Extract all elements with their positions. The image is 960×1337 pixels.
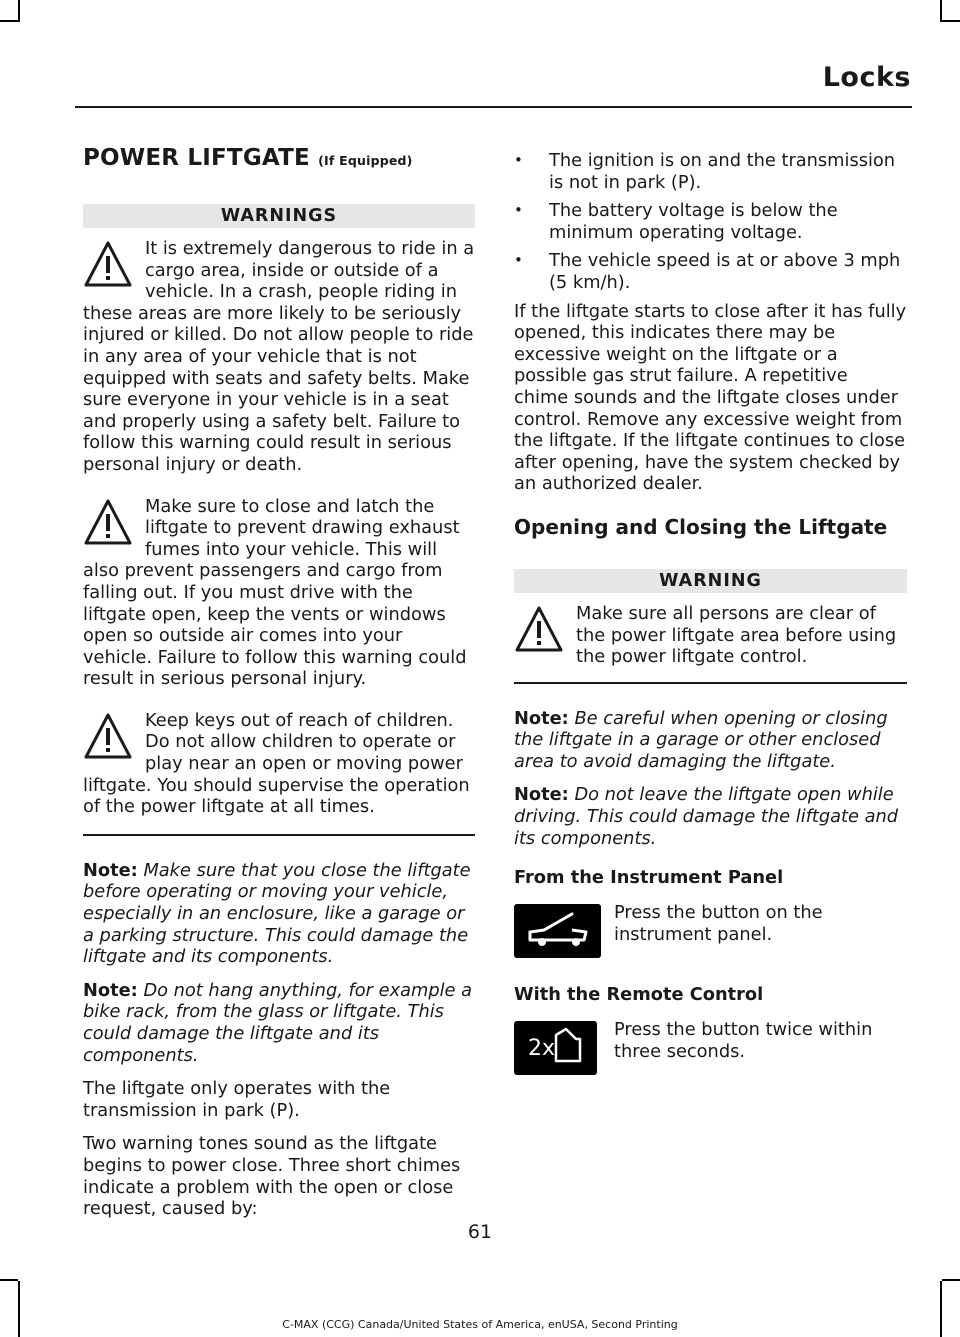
- page-number: 61: [467, 1221, 493, 1243]
- instrument-panel-row: [514, 902, 907, 960]
- note-text: Be careful when opening or closing the liftgate in a garage or other enclosed area to avoid damaging the liftgate.: [514, 707, 888, 772]
- instrument-panel-heading: From the Instrument Panel: [514, 867, 784, 889]
- liftgate-button-icon: [514, 904, 601, 958]
- list-item: • The battery voltage is below the minimum operating voltage.: [514, 200, 907, 243]
- crop-mark: [0, 1279, 18, 1281]
- warning-end-divider: [514, 682, 907, 684]
- crop-mark: [942, 20, 960, 22]
- note-text: Do not leave the liftgate open while driving. This could damage the liftgate and its components.: [514, 784, 899, 849]
- if-equipped-label: (If Equipped): [318, 153, 413, 168]
- warning-text: It is extremely dangerous to ride in a cargo area, inside or outside of a vehicle. In a crash, people riding in these areas are more likely to be seriously injured or killed. Do not allow people to ride in any area of your vehicle that is not equipped with seats and safety belts. Make sure everyone in your vehicle is in a seat and properly using a safety belt. Failure to follow this warning could result in serious personal injury or death.: [83, 238, 475, 475]
- note-label: Note:: [514, 784, 569, 806]
- body-paragraph: If the liftgate starts to close after it has fully opened, this indicates there may be excessive weight on the liftgate or a possible gas strut failure. A repetitive chime sounds and the liftgate closes under control. Remove any excessive weight from the liftgate. If the liftgate continues to close after opening, have the system checked by an authorized dealer.: [514, 300, 907, 495]
- header-divider: [75, 106, 912, 108]
- note: [514, 784, 907, 849]
- right-column: [514, 150, 907, 1101]
- crop-mark: [940, 0, 942, 22]
- note: [83, 860, 475, 968]
- list-item: • The ignition is on and the transmission is not in park (P).: [514, 150, 907, 193]
- body-paragraph: The liftgate only operates with the transmission in park (P).: [83, 1078, 391, 1121]
- remote-icon-label: 2x: [528, 1036, 556, 1062]
- subsection-title: Opening and Closing the Liftgate: [514, 514, 888, 539]
- bullet-list: [514, 150, 907, 294]
- warnings-end-divider: [83, 834, 475, 836]
- body-paragraph: Two warning tones sound as the liftgate begins to power close. Three short chimes indicate a problem with the open or close request, caused by:: [83, 1133, 461, 1220]
- warning-text: Make sure to close and latch the liftgate to prevent drawing exhaust fumes into your vehicle. This will also prevent passengers and cargo from falling out. If you must drive with the liftgate open, keep the vents or windows open so outside air comes into your vehicle. Failure to follow this warning could result in serious personal injury.: [83, 495, 467, 690]
- warning-text: Make sure all persons are clear of the power liftgate area before using the power liftgate control.: [576, 602, 897, 668]
- note-text: Do not hang anything, for example a bike rack, from the glass or liftgate. This could damage the liftgate and its components.: [83, 979, 473, 1066]
- section-title-text: POWER LIFTGATE: [83, 145, 310, 171]
- crop-mark: [18, 0, 20, 22]
- note-label: Note:: [514, 707, 569, 729]
- warning-triangle-icon: [83, 712, 133, 762]
- warning-heading: WARNING: [514, 569, 907, 593]
- note-label: Note:: [83, 859, 138, 881]
- instrument-panel-text: Press the button on the instrument panel.: [614, 902, 823, 945]
- warning-item: [514, 603, 907, 668]
- crop-mark: [942, 1279, 960, 1281]
- warning-item: [83, 496, 475, 690]
- warning-item: [83, 238, 475, 476]
- note-text: Make sure that you close the liftgate before operating or moving your vehicle, especially in an enclosure, like a garage or a parking structure. This could damage the liftgate and its components.: [83, 859, 471, 968]
- page-header-title: Locks: [822, 62, 911, 93]
- note-label: Note:: [83, 979, 138, 1001]
- warnings-heading: WARNINGS: [83, 204, 475, 228]
- remote-control-heading: With the Remote Control: [514, 984, 764, 1006]
- list-item: • The vehicle speed is at or above 3 mph (5 km/h).: [514, 250, 907, 293]
- warning-triangle-icon: [514, 605, 564, 655]
- warning-triangle-icon: [83, 498, 133, 548]
- note: [514, 708, 907, 773]
- left-column: [83, 145, 475, 1232]
- warning-text: Keep keys out of reach of children. Do not allow children to operate or play near an open or moving power liftgate. You should supervise the operation of the power liftgate at all times.: [83, 709, 470, 818]
- warning-triangle-icon: [83, 240, 133, 290]
- section-title: [83, 145, 475, 171]
- remote-liftgate-icon: [514, 1021, 597, 1075]
- crop-mark: [0, 20, 18, 22]
- warning-item: [83, 710, 475, 818]
- note: [83, 980, 475, 1066]
- remote-control-text: Press the button twice within three seconds.: [614, 1019, 873, 1062]
- remote-control-row: [514, 1019, 907, 1077]
- edition-footer: C-MAX (CCG) Canada/United States of America, enUSA, Second Printing: [282, 1318, 678, 1331]
